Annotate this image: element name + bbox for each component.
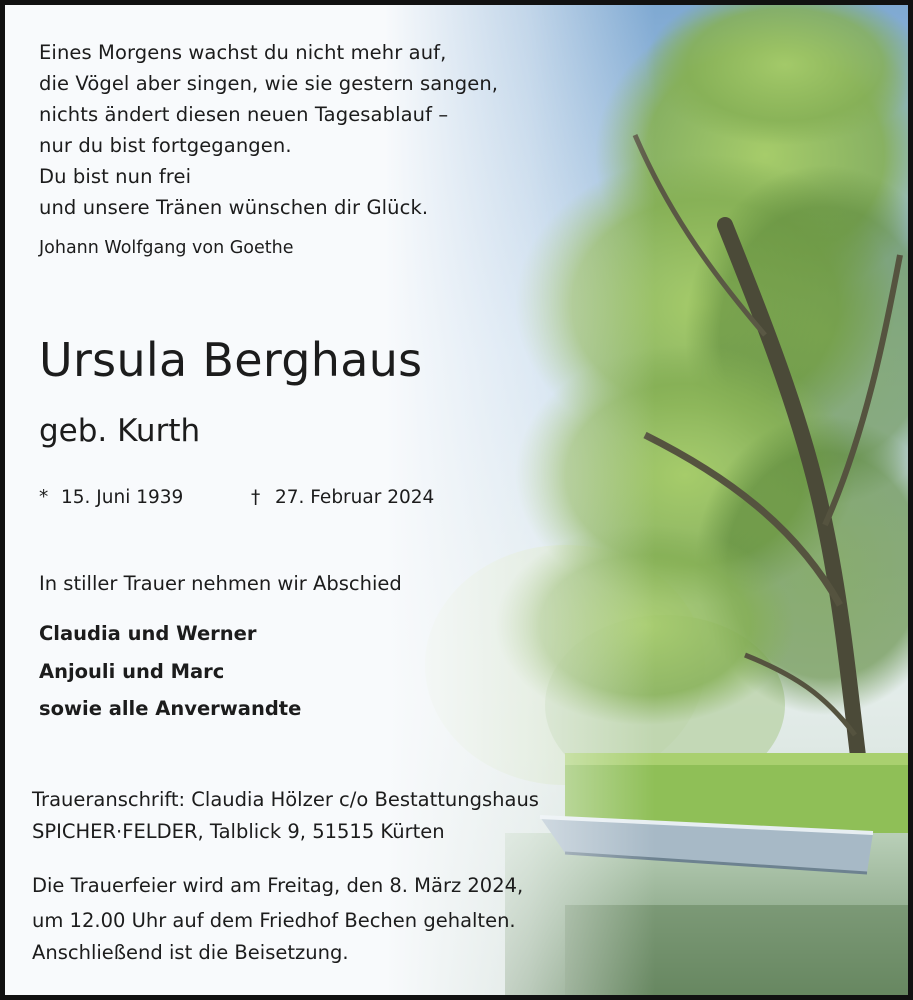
- mourner-name: Anjouli und Marc: [39, 660, 225, 683]
- poem-line: Du bist nun frei: [39, 165, 192, 188]
- deceased-name: Ursula Berghaus: [39, 333, 423, 387]
- poem-line: die Vögel aber singen, wie sie gestern sangen,: [39, 72, 499, 95]
- poem-author: Johann Wolfgang von Goethe: [39, 238, 294, 258]
- ceremony-line: um 12.00 Uhr auf dem Friedhof Bechen gehalten.: [32, 909, 516, 932]
- mourner-name: Claudia und Werner: [39, 622, 257, 645]
- ceremony-line: Die Trauerfeier wird am Freitag, den 8. März 2024,: [32, 874, 524, 897]
- birth-date: 15. Juni 1939: [61, 487, 184, 508]
- death-symbol: †: [251, 487, 261, 508]
- poem-line: nichts ändert diesen neuen Tagesablauf –: [39, 103, 449, 126]
- mourning-address-line: Traueranschrift: Claudia Hölzer c/o Bestattungshaus: [32, 788, 539, 811]
- death-date: 27. Februar 2024: [275, 487, 435, 508]
- poem-line: Eines Morgens wachst du nicht mehr auf,: [39, 41, 447, 64]
- obituary-text: [5, 5, 908, 995]
- mourning-address-line: SPICHER·FELDER, Talblick 9, 51515 Kürten: [32, 820, 445, 843]
- ceremony-line: Anschließend ist die Beisetzung.: [32, 941, 349, 964]
- life-dates: [39, 487, 434, 508]
- birth-symbol: *: [39, 487, 49, 508]
- poem-line: nur du bist fortgegangen.: [39, 134, 292, 157]
- farewell-line: In stiller Trauer nehmen wir Abschied: [39, 572, 402, 595]
- poem-line: und unsere Tränen wünschen dir Glück.: [39, 196, 429, 219]
- mourner-name: sowie alle Anverwandte: [39, 697, 302, 720]
- maiden-name: geb. Kurth: [39, 413, 201, 449]
